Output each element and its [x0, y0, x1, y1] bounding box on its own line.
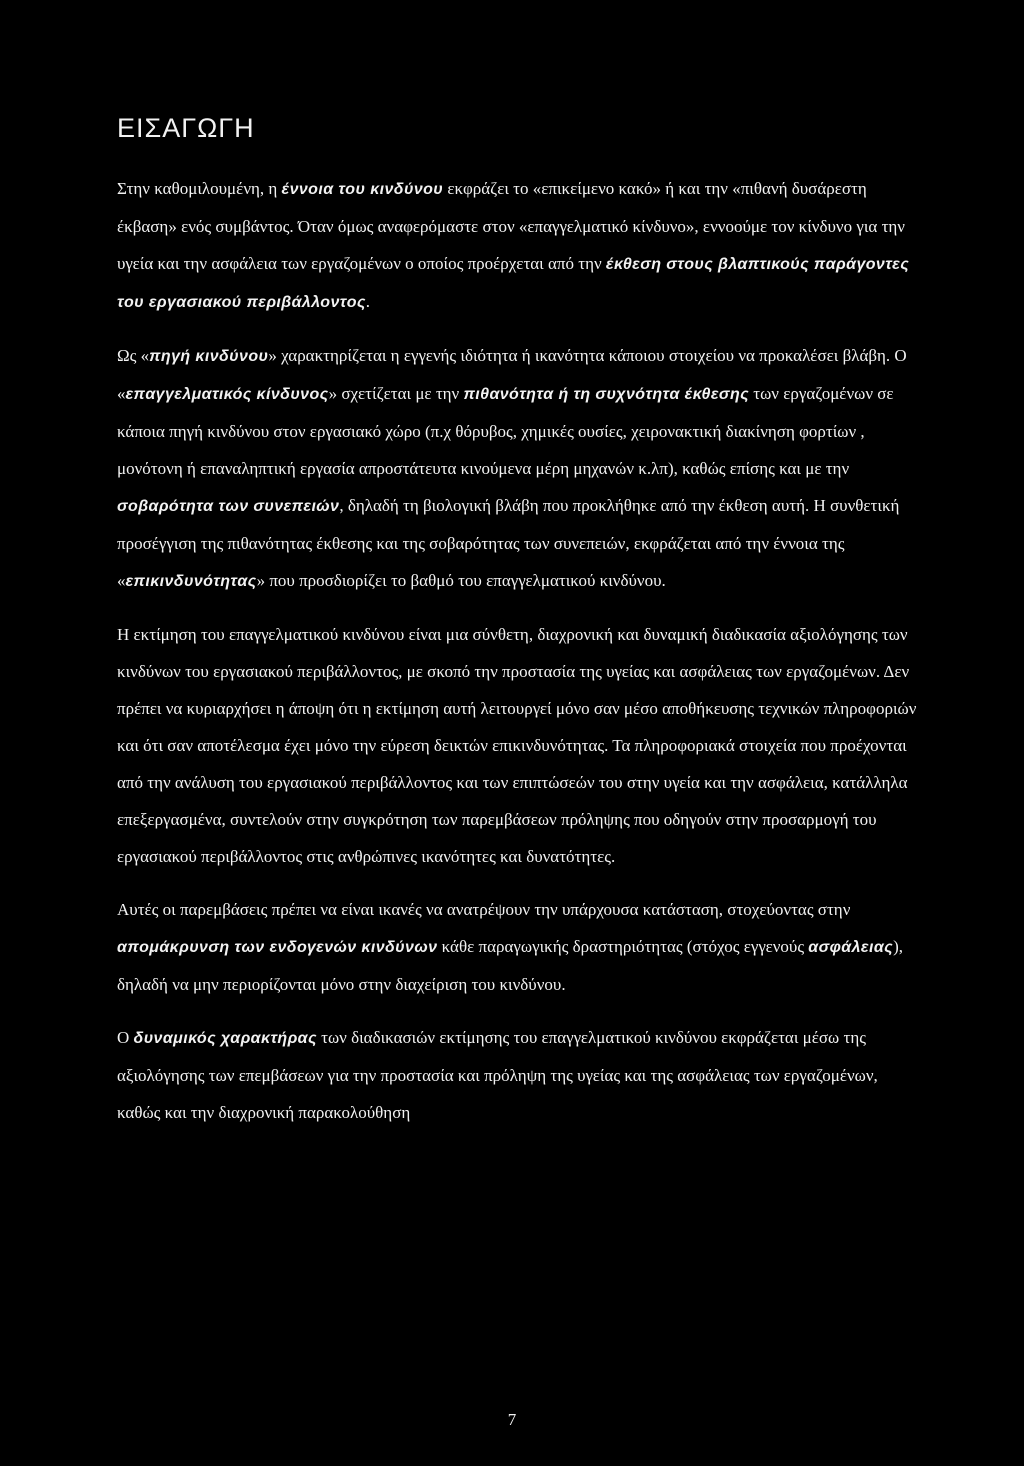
paragraph [117, 337, 917, 600]
paragraph-text: Ως « [117, 346, 150, 365]
paragraph-text: των εργαζομένων σε κάποια πηγή κινδύνου στον εργασιακό χώρο (π.χ θόρυβος, χημικές ουσίες, χειρονακτική διακίνηση φορτίων , μονότονη ή επαναληπτική εργασία απροστάτευτα κινούμενα μέρη μηχανών κ.λπ), καθώς επίσης και με την [117, 384, 894, 478]
page-number: 7 [507, 1410, 517, 1429]
emphasized-text: πηγή κινδύνου [149, 348, 269, 365]
emphasized-text: έκθεση στους βλαπτικούς παράγοντες του εργασιακού περιβάλλοντος [117, 256, 910, 311]
emphasized-text: δυναμικός χαρακτήρας [133, 1030, 317, 1047]
paragraph-text: , δηλαδή τη βιολογική βλάβη που προκλήθηκε από την έκθεση αυτή. Η συνθετική προσέγγιση της πιθανότητας έκθεσης και της σοβαρότητας των συνεπειών, εκφράζεται από την έννοια της « [117, 496, 900, 590]
emphasized-text: επικινδυνότητας [125, 573, 257, 590]
paragraph [117, 1019, 917, 1131]
paragraph-text: . [365, 292, 371, 311]
emphasized-text: σοβαρότητα των συνεπειών [117, 498, 340, 515]
paragraph [117, 891, 917, 1003]
paragraph-text: Η εκτίμηση του επαγγελματικού κινδύνου είναι μια σύνθετη, διαχρονική και δυναμική διαδικασία αξιολόγησης των κινδύνων του εργασιακού περιβάλλοντος, με σκοπό την προστασία της υγείας και ασφάλειας των εργαζομένων. Δεν πρέπει να κυριαρχήσει η άποψη ότι η εκτίμηση αυτή λειτουργεί μόνο σαν μέσο αποθήκευσης τεχνικών πληροφοριών και ότι σαν αποτέλεσμα έχει μόνο την εύρεση δεικτών επικινδυνότητας. Τα πληροφοριακά στοιχεία που προέχονται από την ανάλυση του εργασιακού περιβάλλοντος και των επιπτώσεών του στην υγεία και την ασφάλεια, κατάλληλα επεξεργασμένα, συντελούν στην συγκρότηση των παρεμβάσεων πρόληψης που οδηγούν στην προσαρμογή του εργασιακού περιβάλλοντος στις ανθρώπινες ικανότητες και δυνατότητες. [117, 625, 917, 866]
paragraph-text: Ο [117, 1028, 134, 1047]
paragraph-text: κάθε παραγωγικής δραστηριότητας (στόχος εγγενούς [437, 937, 809, 956]
paragraph-text: » χαρακτηρίζεται η εγγενής ιδιότητα ή ικανότητα κάποιου στοιχείου να προκαλέσει βλάβη. Ο « [117, 346, 907, 403]
paragraph [117, 170, 917, 321]
paragraph [117, 616, 917, 875]
emphasized-text: ασφάλειας [808, 939, 894, 956]
paragraph-text: ), δηλαδή να μην περιορίζονται μόνο στην διαχείριση του κινδύνου. [117, 937, 903, 994]
emphasized-text: πιθανότητα ή τη συχνότητα έκθεσης [463, 386, 750, 403]
paragraph-text: Αυτές οι παρεμβάσεις πρέπει να είναι ικανές να ανατρέψουν την υπάρχουσα κατάσταση, στοχεύοντας στην [117, 900, 851, 919]
emphasized-text: απομάκρυνση των ενδογενών κινδύνων [117, 939, 438, 956]
paragraph-text: εκφράζει το «επικείμενο κακό» ή και την «πιθανή δυσάρεστη έκβαση» ενός συμβάντος. Όταν όμως αναφερόμαστε στον «επαγγελματικό κίνδυνο», εννοούμε τον κίνδυνο για την υγεία και την ασφάλεια των εργαζομένων ο οποίος προέρχεται από την [117, 179, 905, 273]
section-title: ΕΙΣΑΓΩΓΗ [117, 113, 255, 143]
emphasized-text: έννοια του κινδύνου [281, 181, 444, 198]
document-page [117, 108, 917, 1147]
paragraph-text: » που προσδιορίζει το βαθμό του επαγγελματικού κινδύνου. [256, 571, 666, 590]
paragraph-text: Στην καθομιλουμένη, η [117, 179, 282, 198]
body-text [117, 170, 917, 1131]
emphasized-text: επαγγελματικός κίνδυνος [125, 386, 329, 403]
paragraph-text: των διαδικασιών εκτίμησης του επαγγελματικού κινδύνου εκφράζεται μέσω της αξιολόγησης των επεμβάσεων για την προστασία και πρόληψη της υγείας και της ασφάλειας των εργαζομένων, καθώς και την διαχρονική παρακολούθηση [117, 1028, 878, 1122]
paragraph-text: » σχετίζεται με την [328, 384, 464, 403]
